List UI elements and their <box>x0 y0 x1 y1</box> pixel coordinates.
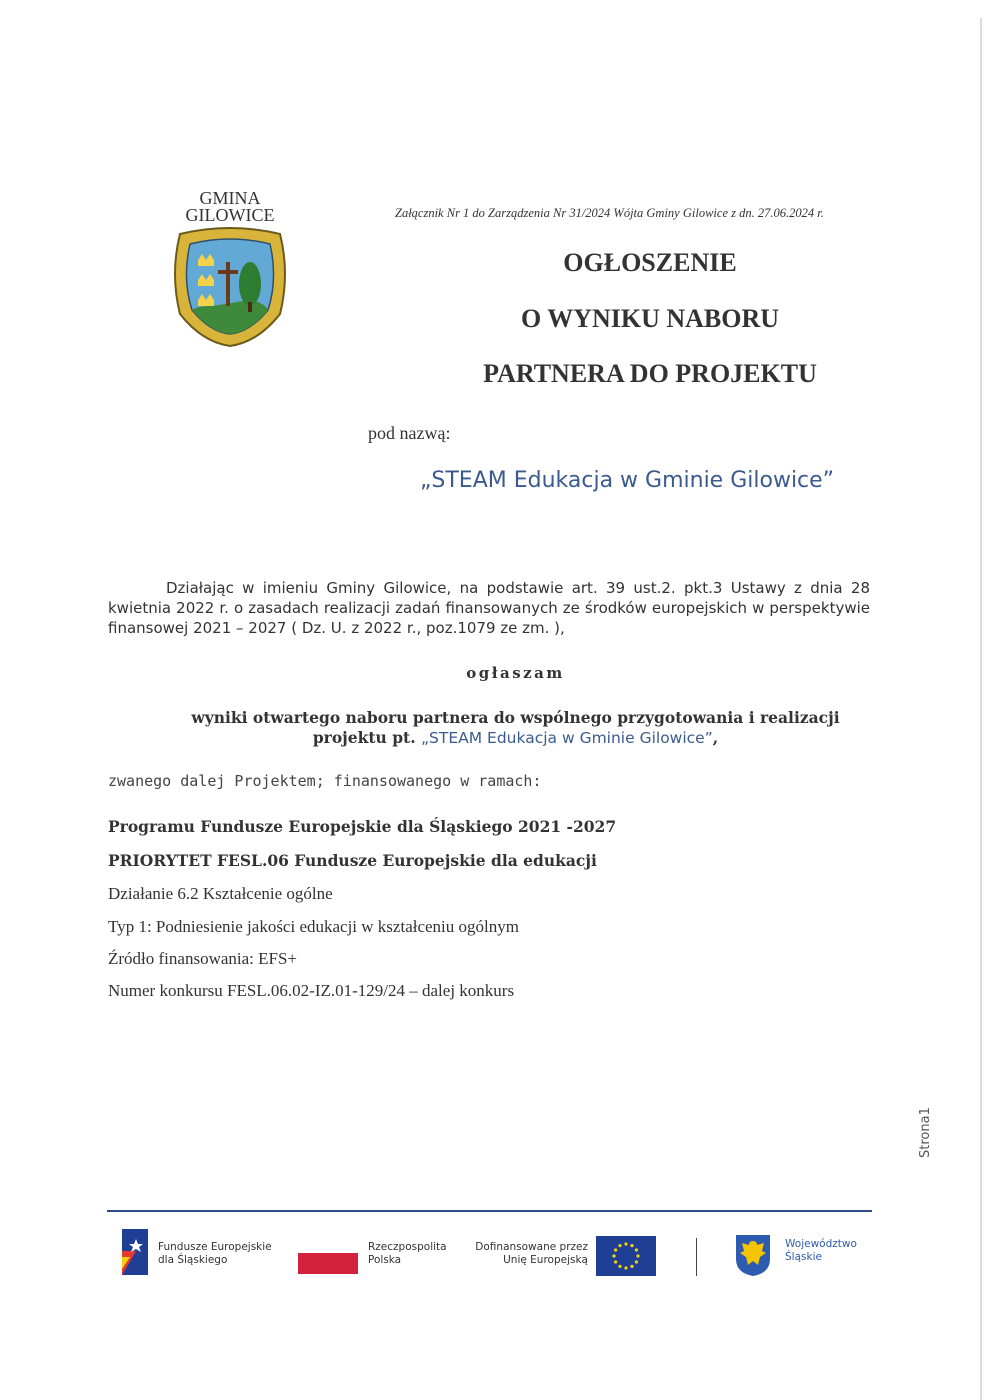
crest-title <box>160 190 300 224</box>
sl-line2: Śląskie <box>785 1251 822 1263</box>
priority-line: PRIORYTET FESL.06 Fundusze Europejskie dla edukacji <box>108 851 597 870</box>
slaskie-eagle-icon <box>734 1233 772 1277</box>
title-line1: OGŁOSZENIE <box>563 248 737 277</box>
results-line1: wyniki otwartego naboru partnera do wspólnego przygotowania i realizacji <box>191 708 840 727</box>
page-edge-line <box>980 18 982 1400</box>
results-prefix: projektu pt. <box>312 728 416 747</box>
fundusze-europejskie-logo-text <box>158 1241 288 1267</box>
called-line: zwanego dalej Projektem; finansowanego w ramach: <box>108 772 542 790</box>
project-name: „STEAM Edukacja w Gminie Gilowice” <box>420 468 835 493</box>
poland-flag-icon <box>298 1232 358 1274</box>
gmina-crest-icon <box>168 224 292 348</box>
eu-logo-text <box>470 1241 588 1267</box>
page-number: Strona1 <box>918 1107 933 1158</box>
action-line: Działanie 6.2 Kształcenie ogólne <box>108 884 333 903</box>
eu-line1: Dofinansowane przez <box>475 1241 588 1253</box>
fe-line1: Fundusze Europejskie <box>158 1241 272 1253</box>
crest-title-line2: GILOWICE <box>185 205 275 225</box>
sl-line1: Województwo <box>785 1238 857 1250</box>
legal-basis-text: Działając w imieniu Gminy Gilowice, na podstawie art. 39 ust.2. pkt.3 Ustawy z dnia 28 kwietnia 2022 r. o zasadach realizacji zadań finansowanych ze środków europejskich w perspektywie finansowej 2021 – 2027 ( Dz. U. z 2022 r., poz.1079 ze zm. ), <box>108 579 870 637</box>
crest-title-line1: GMINA <box>199 188 261 208</box>
pl-line1: Rzeczpospolita <box>368 1241 447 1253</box>
legal-basis-paragraph <box>108 578 870 638</box>
footer-logo-divider <box>696 1238 697 1276</box>
fundusze-europejskie-icon <box>118 1225 152 1279</box>
results-suffix: , <box>712 728 719 747</box>
results-heading <box>108 708 923 748</box>
title-line3: PARTNERA DO PROJEKTU <box>483 359 817 388</box>
fe-line2: dla Śląskiego <box>158 1254 228 1266</box>
results-line2 <box>108 728 923 748</box>
type-line: Typ 1: Podniesienie jakości edukacji w kształceniu ogólnym <box>108 917 519 936</box>
contest-line: Numer konkursu FESL.06.02-IZ.01-129/24 – dalej konkurs <box>108 981 515 1000</box>
slaskie-logo-text <box>785 1238 875 1264</box>
annex-note: Załącznik Nr 1 do Zarządzenia Nr 31/2024 Wójta Gminy Gilowice z dn. 27.06.2024 r. <box>395 206 824 220</box>
title-line2: O WYNIKU NABORU <box>520 304 780 333</box>
pl-line2: Polska <box>368 1254 402 1266</box>
eu-line2: Unię Europejską <box>503 1254 588 1266</box>
program-line: Programu Fundusze Europejskie dla Śląskiego 2021 -2027 <box>108 817 617 836</box>
announce-heading: ogłaszam <box>466 664 565 682</box>
results-project-name: „STEAM Edukacja w Gminie Gilowice” <box>421 729 713 747</box>
eu-flag-icon <box>596 1236 656 1276</box>
footer-divider <box>107 1210 872 1212</box>
source-line: Źródło finansowania: EFS+ <box>108 949 298 968</box>
rzeczpospolita-logo-text <box>368 1241 458 1267</box>
under-name-label: pod nazwą: <box>368 423 451 443</box>
